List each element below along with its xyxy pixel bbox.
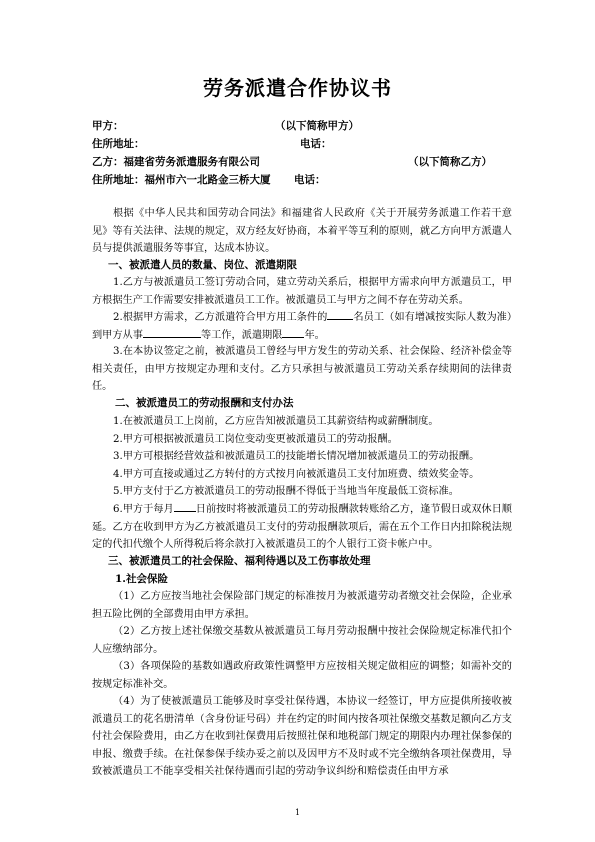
section2-item2: 2.甲方可根据被派遣员工岗位变动变更被派遣员工的劳动报酬。	[113, 434, 398, 445]
section1-item2	[92, 309, 512, 344]
party-b-phone-label: 电话：	[294, 174, 326, 186]
party-b-address-label: 住所地址：福州市六一北路金三桥大厦	[92, 174, 271, 186]
section1-item1: 1.乙方与被派遣员工签订劳动合同，建立劳动关系后，根据甲方需求向甲方派遣员工，甲方根据生产工作需要安排被派遣员工工作。被派遣员工与甲方之间不存在劳动关系。	[92, 277, 512, 306]
party-a-alias: （以下简称甲方）	[275, 120, 359, 132]
section2-item6-part-b: 日前按时将被派遣员工的劳动报酬款转账给乙方，逢节假日或双休日顺延。乙方在收到甲方为乙方被派遣员工支付的劳动报酬款项后，需在五个工作日内扣除税法规定的代扣代缴个人所得税后将余款打入被派遣员工的个人银行工资卡帐户中。	[92, 504, 512, 551]
section3-item1: （1）乙方应按当地社会保险部门规定的标准按月为被派遣劳动者缴交社会保险，企业承担五险比例的全部费用由甲方承担。	[92, 591, 512, 620]
page-number: 1	[294, 808, 301, 817]
section1-item3: 3.在本协议签定之前，被派遣员工曾经与甲方发生的劳动关系、社会保险、经济补偿金等相关责任，由甲方按规定办理和支付。乙方只承担与被派遣员工劳动关系存续期间的法律责任。	[92, 346, 512, 393]
section1-item2-part-c: 等工作，派遣期限	[200, 329, 283, 341]
section2-item4: 4.甲方可直接或通过乙方转付的方式按月向被派遣员工支付加班费、绩效奖金等。	[113, 469, 480, 480]
section3-item3: （3）各项保险的基数如遇政府政策性调整甲方应按相关规定做相应的调整；如需补交的按规定标准补交。	[92, 661, 512, 690]
section1-item2-part-d: 年。	[304, 329, 325, 341]
section3-item2: （2）乙方按上述社保缴交基数从被派遣员工每月劳动报酬中按社会保险规定标准代扣个人应缴纳部分。	[92, 626, 512, 655]
document-title: 劳务派遣合作协议书	[203, 76, 392, 100]
section2-item1: 1.在被派遣员工上岗前，乙方应告知被派遣员工其薪资结构或薪酬制度。	[113, 416, 439, 427]
party-b-label: 乙方：福建省劳务派遣服务有限公司	[92, 156, 260, 168]
section1-heading: 一、被派遣人员的数量、岗位、派遣期限	[108, 259, 297, 271]
section2-item6	[92, 501, 512, 554]
party-b-alias: （以下简称乙方）	[408, 156, 492, 168]
section1-item2-part-b: 名员工（如有增减按实际人数为准）到甲方从事	[92, 312, 512, 341]
job-blank	[143, 327, 201, 338]
headcount-blank	[327, 309, 353, 320]
section2-heading: 二、被派遣员工的劳动报酬和支付办法	[115, 397, 294, 409]
pay-day-blank	[174, 501, 196, 512]
section2-item6-part-a: 6.甲方于每月	[113, 504, 174, 515]
term-blank	[282, 327, 304, 338]
section2-item5: 5.甲方支付于乙方被派遣员工的劳动报酬不得低于当地当年度最低工资标准。	[113, 486, 459, 497]
section1-item2-part-a: 2.根据甲方需求，乙方派遣符合甲方用工条件的	[113, 312, 328, 323]
section2-item3: 3.甲方可根据经营效益和被派遣员工的技能增长情况增加被派遣员工的劳动报酬。	[113, 451, 480, 462]
intro-paragraph: 根据《中华人民共和国劳动合同法》和福建省人民政府《关于开展劳务派遣工作若干意见》等有关法律、法规的规定，双方经友好协商，本着平等互利的原则，就乙方向甲方派遣人员与提供派遣服务等事宜，达成本协议。	[92, 208, 512, 255]
party-a-address-label: 住所地址：	[92, 138, 145, 150]
party-a-phone-label: 电话：	[300, 138, 332, 150]
section3-item4: （4）为了使被派遣员工能够及时享受社保待遇，本协议一经签订，甲方应提供所接收被派遣员工的花名册清单（含身份证号码）并在约定的时间内按各项社保缴交基数足额向乙方支付社会保险费用，由乙方在收到社保费用后按照社保和地税部门规定的期限内办理社保参保的申报、缴费手续。在社保参保手续办妥之前以及因甲方不及时或不完全缴纳各项社保费用，导致被派遣员工不能享受相关社保待遇而引起的劳动争议纠纷和赔偿责任由甲方承	[92, 696, 512, 778]
party-a-label: 甲方：	[92, 120, 124, 132]
section3-sub1-heading: 1.社会保险	[115, 573, 168, 585]
section3-heading: 三、被派遣员工的社会保险、福利待遇以及工伤事故处理	[108, 555, 371, 567]
